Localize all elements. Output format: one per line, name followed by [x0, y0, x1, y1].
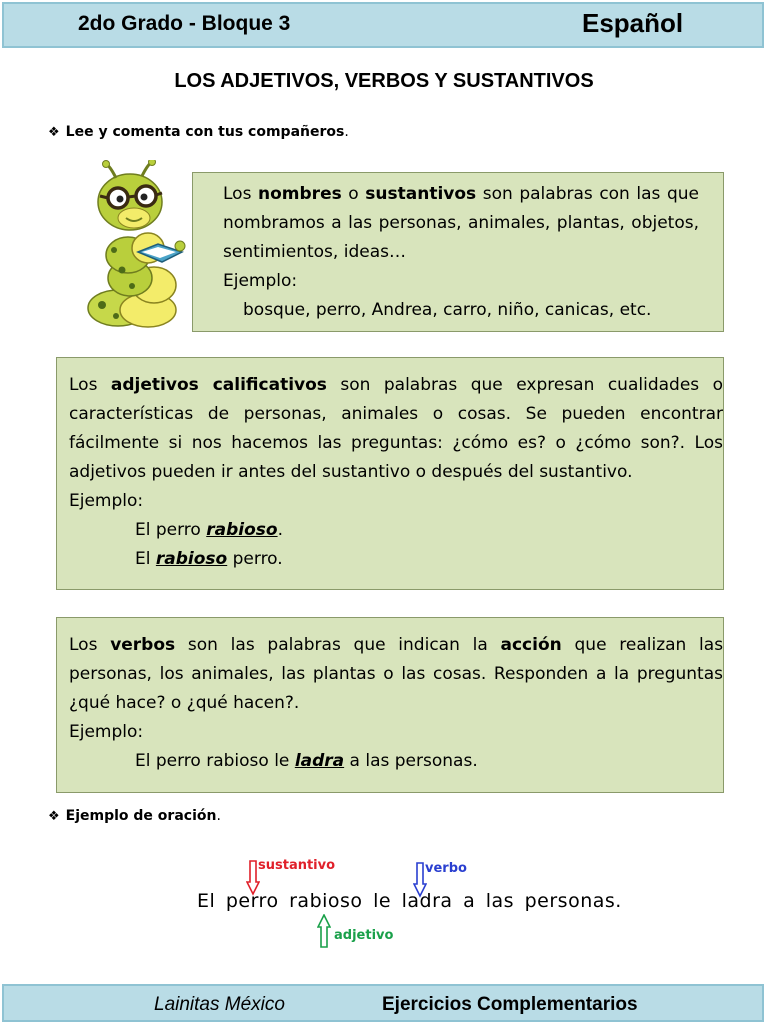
nombres-definition-box [192, 172, 724, 332]
adjetivos-example-1: El perro rabioso. [135, 520, 283, 540]
verbos-example: El perro rabioso le ladra a las personas. [135, 751, 478, 771]
adjetivos-definition-box [56, 357, 724, 590]
adjetivos-example-2: El rabioso perro. [135, 549, 283, 569]
verbos-definition-box [56, 617, 724, 793]
adjetivo-arrow-icon [317, 914, 331, 948]
diamond-bullet-icon: ❖ [48, 125, 60, 140]
footer-publisher: Lainitas México [154, 994, 285, 1015]
caterpillar-reading-icon [82, 160, 186, 332]
diamond-bullet-icon: ❖ [48, 809, 60, 824]
subject-label: Español [582, 8, 684, 38]
verbo-label: verbo [425, 861, 467, 876]
adjetivo-label: adjetivo [334, 928, 394, 943]
adjetivos-definition-text: Los adjetivos calificativos son palabras que expresan cualidades o características de personas, animales o cosas. Se pueden encontrar fácilmente si nos hacemos las preguntas: ¿cómo es? o ¿cómo son?. Los adjetivos pueden ir antes del sustantivo o después del sustantivo. [69, 375, 723, 482]
grade-block-label: 2do Grado - Bloque 3 [78, 12, 291, 35]
nombres-example-label: Ejemplo: [223, 271, 298, 291]
verbos-definition-text: Los verbos son las palabras que indican la acción que realizan las personas, los animales, las plantas o las cosas. Responden a la preguntas ¿qué hace? o ¿qué hacen?. [69, 635, 724, 713]
sustantivo-label: sustantivo [258, 858, 336, 873]
example-sentence: El perro rabioso le ladra a las personas. [197, 890, 622, 912]
instruction-example: ❖ Ejemplo de oración. [48, 808, 221, 824]
footer-series: Ejercicios Complementarios [382, 994, 638, 1015]
nombres-example: bosque, perro, Andrea, carro, niño, canicas, etc. [243, 300, 652, 320]
adjetivos-example-label: Ejemplo: [69, 491, 144, 511]
instruction-read: ❖ Lee y comenta con tus compañeros. [48, 124, 349, 140]
verbos-example-label: Ejemplo: [69, 722, 144, 742]
page-title: LOS ADJETIVOS, VERBOS Y SUSTANTIVOS [174, 70, 594, 92]
nombres-definition-text: Los nombres o sustantivos son palabras con las que nombramos a las personas, animales, plantas, objetos, sentimientos, ideas… [223, 184, 700, 262]
